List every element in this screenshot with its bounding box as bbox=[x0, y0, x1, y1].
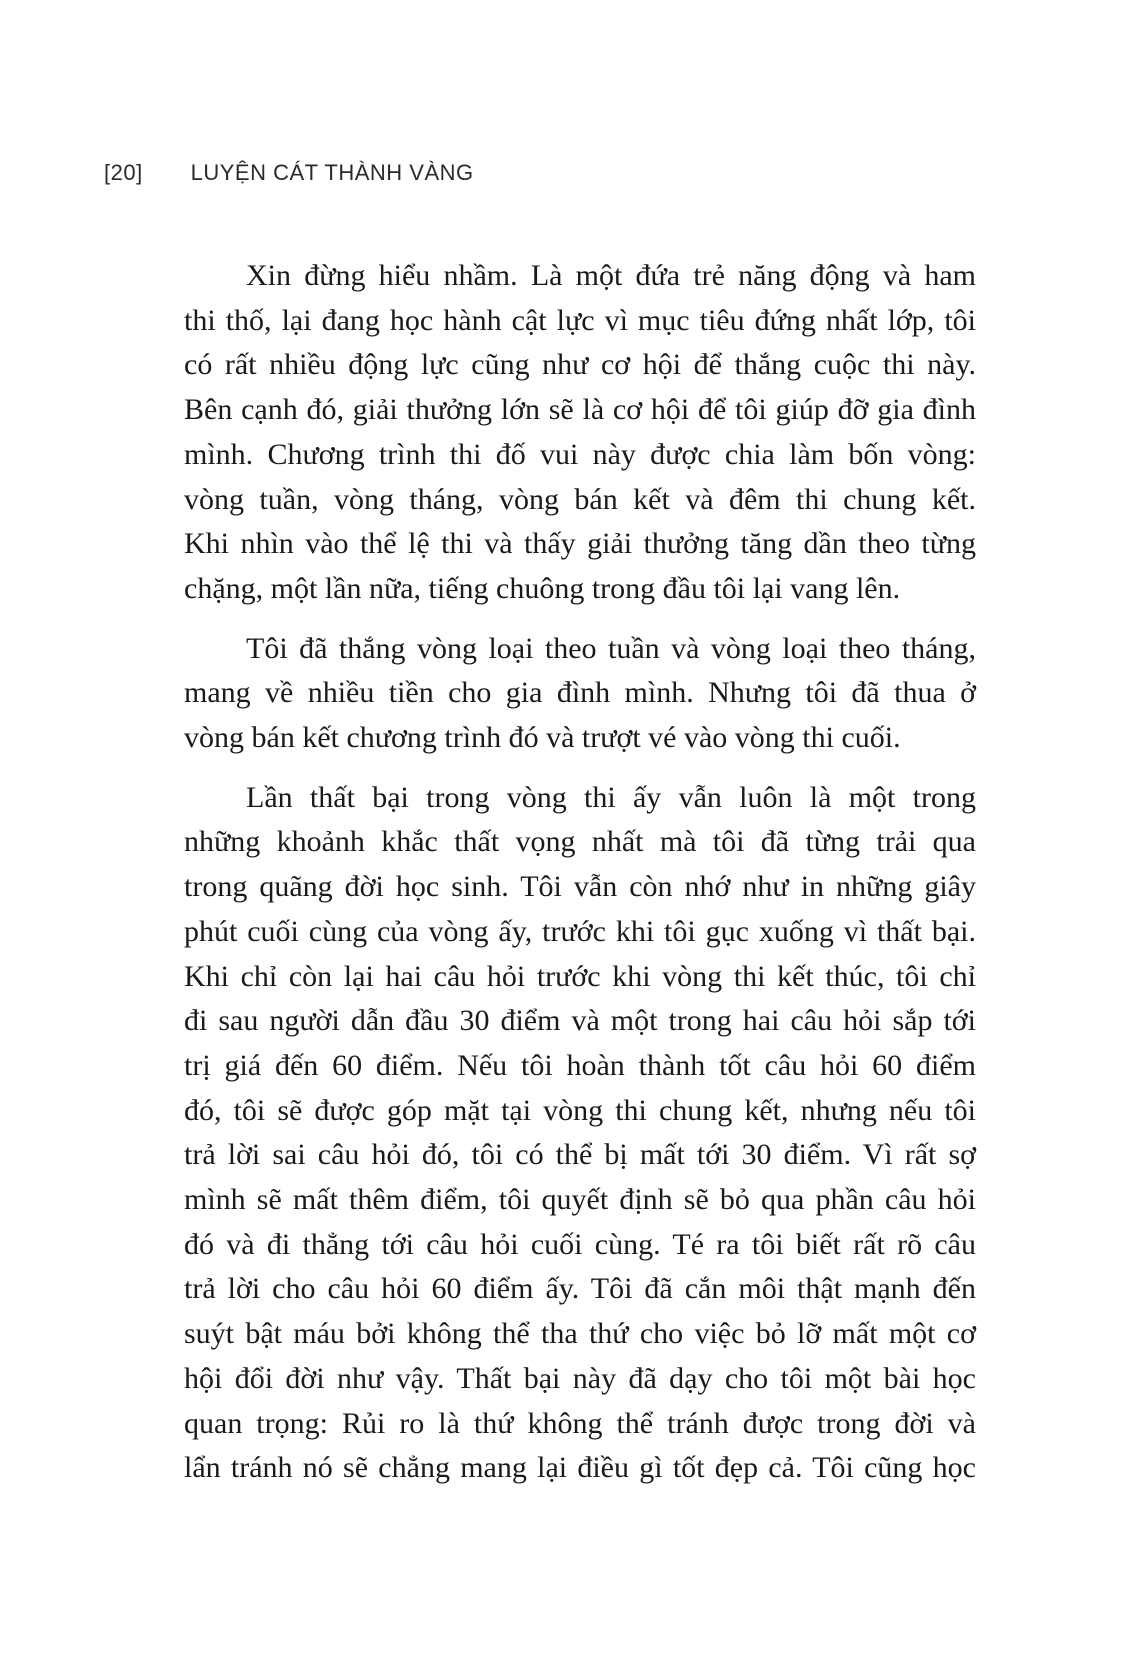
text-line: trong quãng đời học sinh. Tôi vẫn còn nhớ như in những giây bbox=[184, 870, 976, 904]
text-line: quan trọng: Rủi ro là thứ không thể tránh được trong đời và bbox=[184, 1406, 976, 1440]
text-line: Khi nhìn vào thể lệ thi và thấy giải thưởng tăng dần theo từng bbox=[184, 527, 976, 561]
text-line: trả lời cho câu hỏi 60 điểm ấy. Tôi đã cắn môi thật mạnh đến bbox=[184, 1272, 976, 1306]
paragraph-2 bbox=[184, 627, 976, 761]
text-line: đi sau người dẫn đầu 30 điểm và một trong hai câu hỏi sắp tới bbox=[184, 1004, 976, 1038]
text-line: lẩn tránh nó sẽ chẳng mang lại điều gì tốt đẹp cả. Tôi cũng học bbox=[184, 1451, 976, 1485]
text-line: mang về nhiều tiền cho gia đình mình. Nhưng tôi đã thua ở bbox=[184, 676, 976, 710]
text-line: chặng, một lần nữa, tiếng chuông trong đầu tôi lại vang lên. bbox=[184, 571, 901, 605]
text-line: mình sẽ mất thêm điểm, tôi quyết định sẽ bỏ qua phần câu hỏi bbox=[184, 1183, 976, 1217]
text-line: mình. Chương trình thi đố vui này được chia làm bốn vòng: bbox=[184, 437, 976, 471]
text-line: vòng tuần, vòng tháng, vòng bán kết và đêm thi chung kết. bbox=[184, 482, 976, 516]
text-line: những khoảnh khắc thất vọng nhất mà tôi đã từng trải qua bbox=[184, 825, 976, 859]
text-line: đó, tôi sẽ được góp mặt tại vòng thi chung kết, nhưng nếu tôi bbox=[184, 1093, 976, 1127]
text-line: vòng bán kết chương trình đó và trượt vé vào vòng thi cuối. bbox=[184, 721, 901, 755]
text-line: trị giá đến 60 điểm. Nếu tôi hoàn thành tốt câu hỏi 60 điểm bbox=[184, 1048, 976, 1082]
text-line: thi thố, lại đang học hành cật lực vì mục tiêu đứng nhất lớp, tôi bbox=[184, 303, 976, 337]
body-text bbox=[184, 254, 976, 1506]
text-line: có rất nhiều động lực cũng như cơ hội để thắng cuộc thi này. bbox=[184, 348, 976, 382]
text-line: hội đổi đời như vậy. Thất bại này đã dạy cho tôi một bài học bbox=[184, 1361, 976, 1395]
text-line: Khi chỉ còn lại hai câu hỏi trước khi vòng thi kết thúc, tôi chỉ bbox=[184, 959, 976, 993]
paragraph-1 bbox=[184, 254, 976, 612]
text-line: Lần thất bại trong vòng thi ấy vẫn luôn là một trong bbox=[246, 780, 976, 814]
running-header bbox=[104, 160, 474, 186]
text-line: Xin đừng hiểu nhầm. Là một đứa trẻ năng động và ham bbox=[246, 259, 976, 292]
page-number: [20] bbox=[104, 160, 143, 185]
text-line: phút cuối cùng của vòng ấy, trước khi tôi gục xuống vì thất bại. bbox=[184, 914, 976, 948]
text-line: trả lời sai câu hỏi đó, tôi có thể bị mất tới 30 điểm. Vì rất sợ bbox=[184, 1138, 976, 1172]
text-line: đó và đi thẳng tới câu hỏi cuối cùng. Té ra tôi biết rất rõ câu bbox=[184, 1227, 976, 1261]
paragraph-3 bbox=[184, 776, 976, 1491]
book-title: LUYỆN CÁT THÀNH VÀNG bbox=[190, 160, 474, 185]
text-line: suýt bật máu bởi không thể tha thứ cho việc bỏ lỡ mất một cơ bbox=[184, 1317, 976, 1351]
text-line: Bên cạnh đó, giải thưởng lớn sẽ là cơ hội để tôi giúp đỡ gia đình bbox=[184, 393, 976, 427]
text-line: Tôi đã thắng vòng loại theo tuần và vòng loại theo tháng, bbox=[246, 631, 976, 665]
